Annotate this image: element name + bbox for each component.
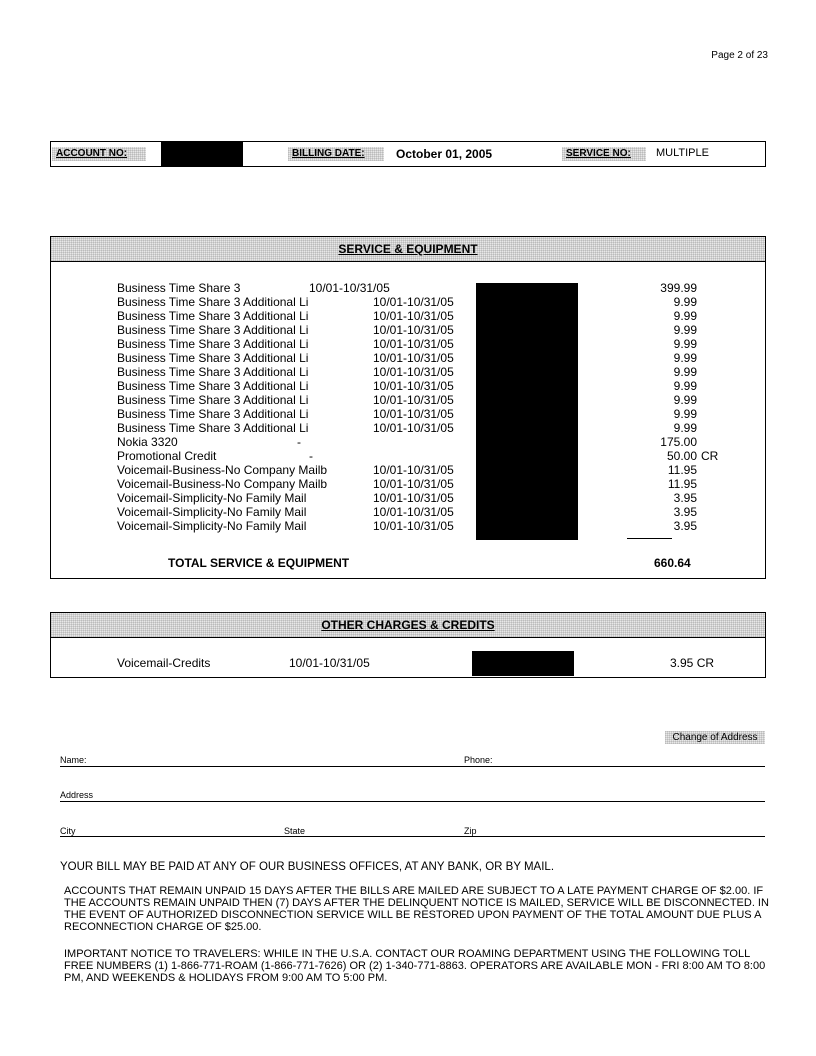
line-item-amount: 50.00 [666,449,697,463]
line-item-desc: Business Time Share 3 Additional Li [117,337,309,351]
line-item-amount: 9.99 [673,379,697,393]
billing-date-value: October 01, 2005 [396,147,493,161]
line-item-desc: Business Time Share 3 Additional Li [117,421,309,435]
line-item-amount: 9.99 [673,351,697,365]
line-item-amount: 9.99 [673,337,697,351]
line-item-period: 10/01-10/31/05 [309,281,390,295]
line-item-desc: Business Time Share 3 Additional Li [117,365,309,379]
change-of-address-button[interactable]: Change of Address [665,731,765,744]
line-item-amount: 9.99 [673,393,697,407]
section-title [51,613,765,638]
line-item-desc: Business Time Share 3 Additional Li [117,309,309,323]
line-item-desc: Voicemail-Business-No Company Mailb [117,477,328,491]
other-charges-section [50,612,766,678]
line-item-period: 10/01-10/31/05 [373,309,454,323]
city-label: City [60,826,76,836]
line-item-period: 10/01-10/31/05 [373,505,454,519]
line-item-credit-flag: CR [701,449,719,463]
line-item-period: 10/01-10/31/05 [373,463,454,477]
line-item-desc: Business Time Share 3 Additional Li [117,295,309,309]
name-label: Name: [60,755,87,765]
line-item-desc: Nokia 3320 [117,435,178,449]
line-item-desc: Voicemail-Business-No Company Mailb [117,463,328,477]
line-item-amount: 9.99 [673,309,697,323]
line-item-period: 10/01-10/31/05 [373,477,454,491]
service-equipment-title: SERVICE & EQUIPMENT [338,242,478,256]
line-item-period: 10/01-10/31/05 [373,519,454,533]
line-item-amount: 399.99 [660,281,697,295]
line-item-period: 10/01-10/31/05 [373,407,454,421]
service-equipment-section [50,236,766,579]
other-charges-title: OTHER CHARGES & CREDITS [321,618,495,632]
line-item-amount: 175.00 [660,435,697,449]
line-item-amount: 9.99 [673,323,697,337]
city-state-zip-field[interactable] [60,836,765,837]
line-item-period: 10/01-10/31/05 [373,337,454,351]
line-item-desc: Voicemail-Simplicity-No Family Mail [117,491,307,505]
line-item-amount: 3.95 [673,505,697,519]
line-item-amount: 3.95 [673,519,697,533]
line-item-period: 10/01-10/31/05 [373,365,454,379]
total-value: 660.64 [654,556,691,570]
line-item-amount: 9.99 [673,407,697,421]
late-payment-notice: ACCOUNTS THAT REMAIN UNPAID 15 DAYS AFTER THE BILLS ARE MAILED ARE SUBJECT TO A LATE PAYMENT CHARGE OF $2.00. IF THE ACCOUNTS REMAIN UNPAID THEN (7) DAYS AFTER THE DELINQUENT NOTICE IS MAILED, SERVICE WILL BE DISCONNECTED. IN THE EVENT OF AUTHORIZED DISCONNECTION SERVICE WILL BE RESTORED UPON PAYMENT OF THE TOTAL AMOUNT DUE PLUS A RECONNECTION CHARGE OF $25.00. [64,885,769,933]
account-no-label: ACCOUNT NO: [52,147,146,161]
total-underline [627,538,672,539]
total-label: TOTAL SERVICE & EQUIPMENT [168,556,350,570]
line-item-period: 10/01-10/31/05 [373,491,454,505]
line-item-amount: 11.95 [667,477,697,491]
other-charge-period: 10/01-10/31/05 [289,656,370,670]
line-item-desc: Business Time Share 3 [117,281,241,295]
line-item-period: 10/01-10/31/05 [373,393,454,407]
other-charge-desc: Voicemail-Credits [117,656,211,670]
address-label: Address [60,790,94,800]
line-item-desc: Business Time Share 3 Additional Li [117,379,309,393]
line-item-desc: Voicemail-Simplicity-No Family Mail [117,505,307,519]
line-item-amount: 9.99 [673,295,697,309]
line-item-amount: 3.95 [673,491,697,505]
travelers-notice: IMPORTANT NOTICE TO TRAVELERS: WHILE IN THE U.S.A. CONTACT OUR ROAMING DEPARTMENT USING THE FOLLOWING TOLL FREE NUMBERS (1) 1-866-771-ROAM (1-866-771-7626) OR (2) 1-340-771-8863. OPERATORS ARE AVAILABLE MON - FRI 8:00 AM TO 8:00 PM, AND WEEKENDS & HOLIDAYS FROM 9:00 AM TO 5:00 PM. [64,948,766,984]
line-item-desc: Business Time Share 3 Additional Li [117,323,309,337]
line-item-desc: Promotional Credit [117,449,217,463]
redacted-block [476,283,578,540]
billing-date-label: BILLING DATE: [288,147,384,161]
line-item-desc: Business Time Share 3 Additional Li [117,351,309,365]
line-item-desc: Business Time Share 3 Additional Li [117,393,309,407]
state-label: State [284,826,306,836]
line-item-amount: 9.99 [673,365,697,379]
account-no-redacted [161,142,243,167]
line-item-amount: 9.99 [673,421,697,435]
line-item-period: - [297,435,301,449]
name-phone-field[interactable] [60,766,765,767]
line-item-desc: Business Time Share 3 Additional Li [117,407,309,421]
address-field[interactable] [60,801,765,802]
redacted-block [472,651,574,676]
other-charge-amount: 3.95 CR [670,656,715,670]
account-bar [50,141,766,167]
line-item-period: 10/01-10/31/05 [373,323,454,337]
page-number: Page 2 of 23 [711,50,768,61]
service-no-value: MULTIPLE [656,147,709,159]
line-item-amount: 11.95 [667,463,697,477]
line-item-desc: Voicemail-Simplicity-No Family Mail [117,519,307,533]
line-item-period: 10/01-10/31/05 [373,421,454,435]
section-title [51,237,765,262]
zip-label: Zip [464,826,477,836]
line-item-period: 10/01-10/31/05 [373,295,454,309]
payment-note: YOUR BILL MAY BE PAID AT ANY OF OUR BUSINESS OFFICES, AT ANY BANK, OR BY MAIL. [60,861,555,873]
line-item-period: 10/01-10/31/05 [373,351,454,365]
phone-label: Phone: [464,755,493,765]
line-item-period: 10/01-10/31/05 [373,379,454,393]
service-no-label: SERVICE NO: [562,147,646,161]
line-item-period: - [309,449,313,463]
